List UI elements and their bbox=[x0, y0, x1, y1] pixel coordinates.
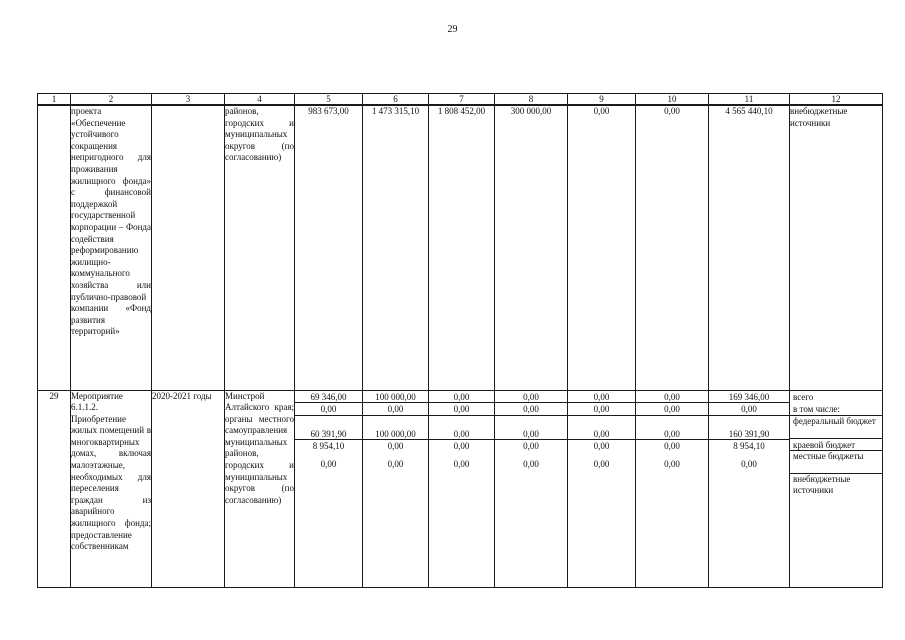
value-regional: 0,00 bbox=[636, 428, 708, 441]
value-federal: 0,00 bbox=[495, 403, 567, 416]
col-header-1: 1 bbox=[38, 94, 71, 106]
col-header-12: 12 bbox=[790, 94, 883, 106]
value-extrabudgetary: 0,00 bbox=[664, 458, 680, 469]
value-total: 0,00 bbox=[429, 391, 494, 404]
row-number-cell: 29 bbox=[38, 390, 71, 587]
col-header-2: 2 bbox=[71, 94, 152, 106]
value-col-6: 1 473 315,10 bbox=[363, 105, 429, 390]
col-header-8: 8 bbox=[495, 94, 568, 106]
value-col-10: 0,00 bbox=[636, 105, 709, 390]
value-regional: 0,00 bbox=[568, 428, 635, 441]
value-col-6 bbox=[363, 390, 429, 587]
value-local: 0,00 bbox=[387, 441, 404, 451]
value-extrabudgetary: 0,00 bbox=[387, 458, 404, 469]
source-including: в том числе: bbox=[790, 403, 882, 416]
value-total: 100 000,00 bbox=[363, 391, 428, 404]
value-total: 69 346,00 bbox=[295, 391, 362, 404]
executor-cell: районов, городских и муниципальных округов (по согласованию) bbox=[225, 105, 295, 390]
source-regional: краевой бюджет bbox=[790, 439, 882, 452]
value-col-10 bbox=[636, 390, 709, 587]
value-federal: 0,00 bbox=[568, 403, 635, 416]
value-extrabudgetary: 0,00 bbox=[593, 458, 610, 469]
col-header-11: 11 bbox=[709, 94, 790, 106]
row-number-cell bbox=[38, 105, 71, 390]
column-header-row bbox=[38, 94, 883, 106]
col-header-3: 3 bbox=[152, 94, 225, 106]
measure-name-cell: Мероприятие 6.1.1.2. Приобретение жилых помещений в многоквартирных домах, включая малоэтажные, необходимых для переселения граждан из аварийного жилищного фонда; предоставление собственникам bbox=[71, 390, 152, 587]
value-col-7 bbox=[429, 390, 495, 587]
value-col-11: 4 565 440,10 bbox=[709, 105, 790, 390]
value-col-8: 300 000,00 bbox=[495, 105, 568, 390]
value-col-11 bbox=[709, 390, 790, 587]
value-col-7: 1 808 452,00 bbox=[429, 105, 495, 390]
col-header-7: 7 bbox=[429, 94, 495, 106]
value-federal: 0,00 bbox=[363, 403, 428, 416]
value-regional: 0,00 bbox=[495, 428, 567, 441]
table-row-29 bbox=[38, 390, 883, 587]
value-federal: 0,00 bbox=[295, 403, 362, 416]
value-total: 169 346,00 bbox=[709, 391, 789, 404]
funding-table bbox=[37, 93, 883, 588]
value-col-5 bbox=[295, 390, 363, 587]
source-local: местные бюджеты bbox=[790, 451, 882, 474]
value-col-8 bbox=[495, 390, 568, 587]
value-regional: 60 391,90 bbox=[295, 428, 362, 441]
source-total: всего bbox=[793, 391, 814, 402]
value-regional: 100 000,00 bbox=[363, 428, 428, 441]
value-local: 8 954,10 bbox=[733, 441, 765, 451]
value-extrabudgetary: 0,00 bbox=[453, 458, 470, 469]
executor-cell: Минстрой Алтайского края; органы местного самоуправления муниципальных районов, городских и муниципальных округов (по согласованию) bbox=[225, 390, 295, 587]
value-regional: 0,00 bbox=[429, 428, 494, 441]
funding-source-cell: внебюджетные источники bbox=[790, 105, 883, 390]
value-total: 0,00 bbox=[568, 391, 635, 404]
value-regional: 160 391,90 bbox=[709, 428, 789, 441]
value-col-9: 0,00 bbox=[568, 105, 636, 390]
value-extrabudgetary: 0,00 bbox=[320, 458, 337, 469]
measure-name-cell: проекта «Обеспечение устойчивого сокращения непригодного для проживания жилищного фонда» с финансовой поддержкой государственной корпорации – Фонда содействия реформированию жилищно-коммунального хозяйства или публично-правовой компании «Фонд развития территорий» bbox=[71, 105, 152, 390]
page-number: 29 bbox=[447, 24, 458, 35]
period-cell bbox=[152, 105, 225, 390]
value-extrabudgetary: 0,00 bbox=[523, 458, 539, 469]
value-local: 0,00 bbox=[664, 441, 680, 451]
col-header-10: 10 bbox=[636, 94, 709, 106]
value-total: 0,00 bbox=[636, 391, 708, 404]
value-federal: 0,00 bbox=[636, 403, 708, 416]
funding-source-cell bbox=[790, 390, 883, 587]
period-cell: 2020-2021 годы bbox=[152, 390, 225, 587]
col-header-6: 6 bbox=[363, 94, 429, 106]
value-local: 0,00 bbox=[593, 441, 610, 451]
source-federal: федеральный бюджет bbox=[790, 416, 882, 439]
value-federal: 0,00 bbox=[709, 403, 789, 416]
value-federal: 0,00 bbox=[429, 403, 494, 416]
value-extrabudgetary: 0,00 bbox=[741, 458, 757, 469]
value-col-9 bbox=[568, 390, 636, 587]
value-total: 0,00 bbox=[495, 391, 567, 404]
col-header-9: 9 bbox=[568, 94, 636, 106]
value-col-5: 983 673,00 bbox=[295, 105, 363, 390]
table-row-continued bbox=[38, 105, 883, 390]
col-header-5: 5 bbox=[295, 94, 363, 106]
value-local: 0,00 bbox=[453, 441, 470, 451]
value-local: 0,00 bbox=[523, 441, 539, 451]
value-local: 8 954,10 bbox=[312, 441, 345, 451]
source-extrabudgetary: внебюджетные источники bbox=[793, 474, 851, 495]
col-header-4: 4 bbox=[225, 94, 295, 106]
